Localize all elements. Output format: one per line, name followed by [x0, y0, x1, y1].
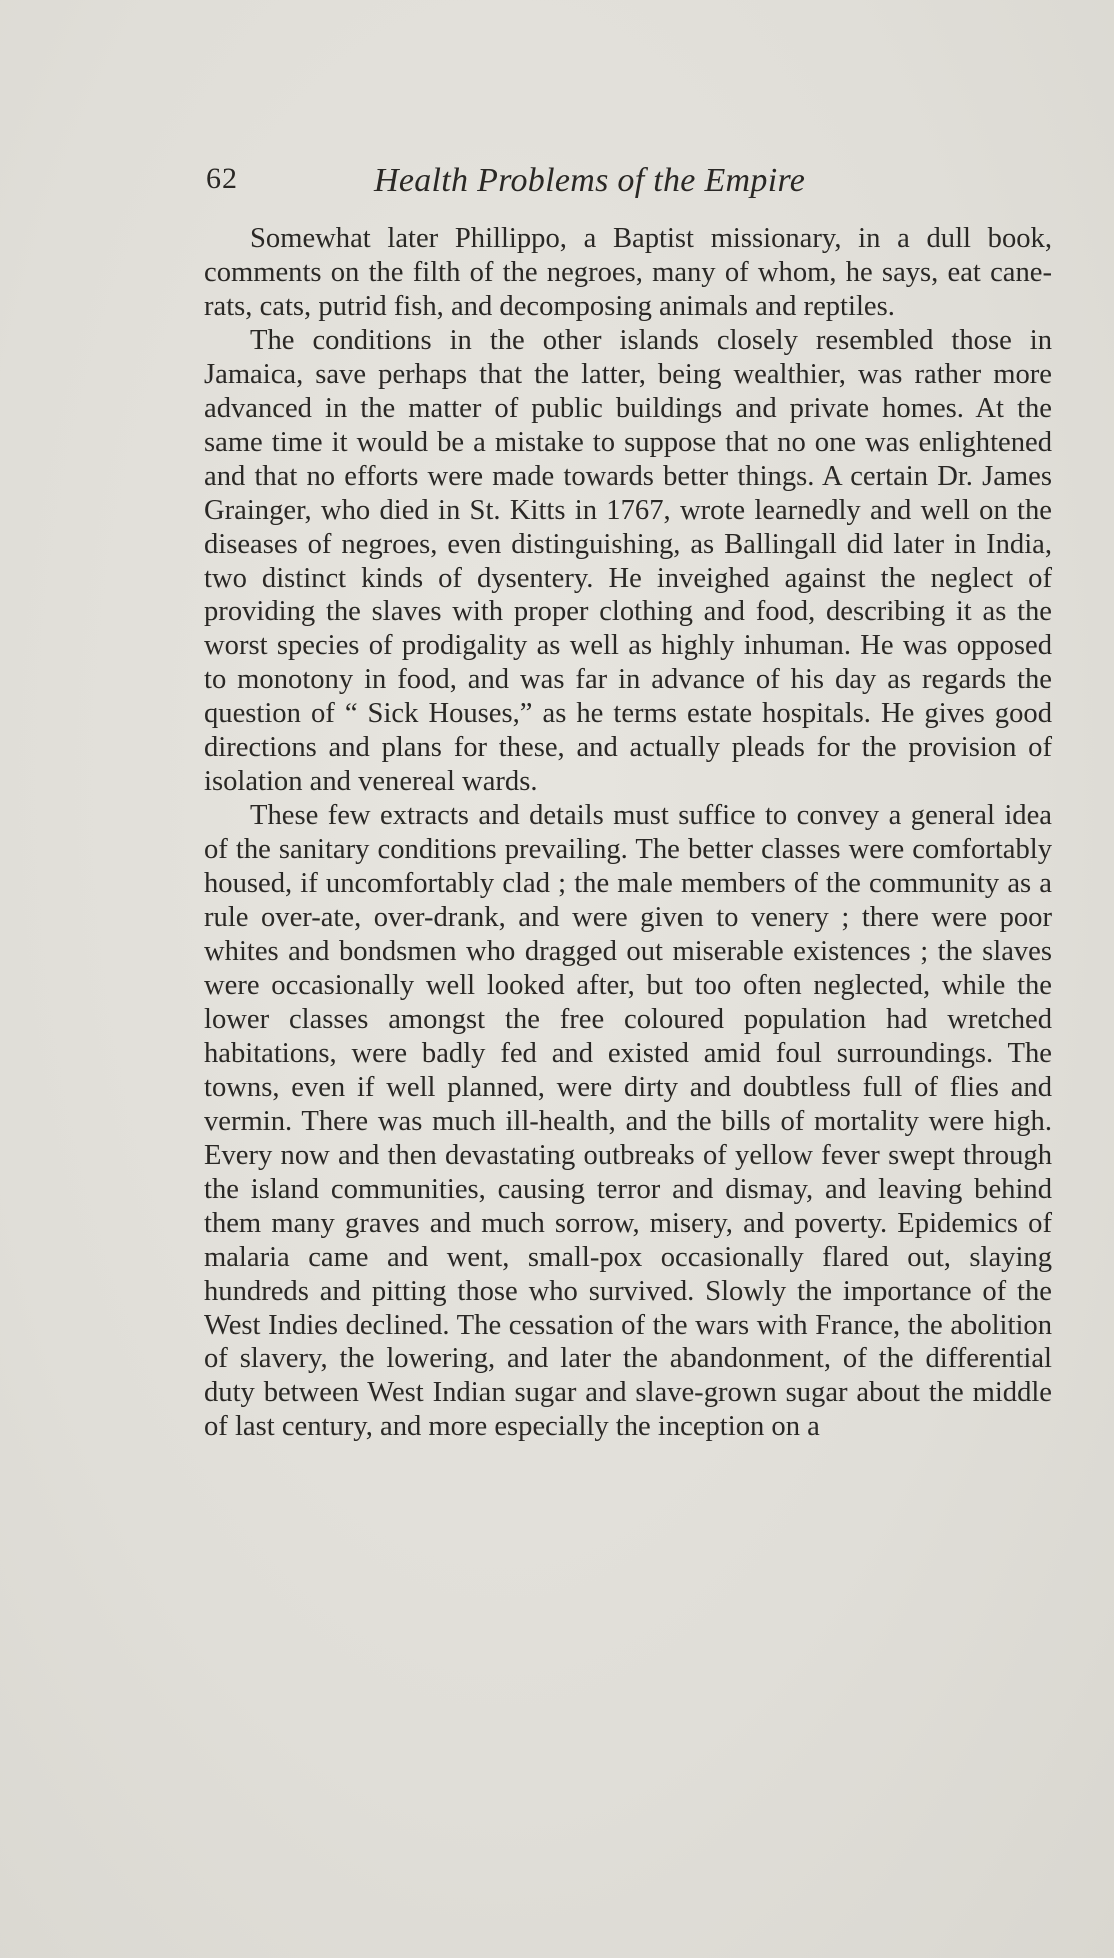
running-title: Health Problems of the Empire [374, 162, 806, 199]
page-number: 62 [206, 162, 238, 195]
paragraph-sanitary-conditions: These few extracts and details must suffice to convey a general idea of the sanitary conditions prevailing. The better classes were comfortably housed, if uncomfortably clad ; the male members of the community as a rule over-ate, over-drank, and were given to venery ; there were poor whites and bondsmen who dragged out miserable existences ; the slaves were occasionally well looked after, but too often neglected, while the lower classes amongst the free coloured population had wretched habitations, were badly fed and existed amid foul surroundings. The towns, even if well planned, were dirty and doubtless full of flies and vermin. There was much ill-health, and the bills of mortality were high. Every now and then devastating outbreaks of yellow fever swept through the island communities, causing terror and dismay, and leaving behind them many graves and much sorrow, misery, and poverty. Epidemics of malaria came and went, small-pox occasionally flared out, slaying hundreds and pitting those who survived. Slowly the importance of the West Indies declined. The cessation of the wars with France, the abolition of slavery, the lowering, and later the abandonment, of the differential duty between West Indian sugar and slave-grown sugar about the middle of last century, and more especially the inception on a [204, 800, 1052, 1443]
body-text [204, 222, 1052, 1444]
paragraph-phillippo: Somewhat later Phillippo, a Baptist missionary, in a dull book, comments on the filth of the negroes, many of whom, he says, eat cane-rats, cats, putrid fish, and decomposing animals and reptiles. [204, 223, 1052, 322]
paragraph-other-islands: The conditions in the other islands closely resembled those in Jamaica, save perhaps that the latter, being wealthier, was rather more advanced in the matter of public buildings and private homes. At the same time it would be a mistake to suppose that no one was enlightened and that no efforts were made towards better things. A certain Dr. James Grainger, who died in St. Kitts in 1767, wrote learnedly and well on the diseases of negroes, even distinguishing, as Ballingall did later in India, two distinct kinds of dysentery. He inveighed against the neglect of providing the slaves with proper clothing and food, describing it as the worst species of prodigality as well as highly inhuman. He was opposed to monotony in food, and was far in advance of his day as regards the question of “ Sick Houses,” as he terms estate hospitals. He gives good directions and plans for these, and actually pleads for the provision of isolation and venereal wards. [204, 324, 1052, 798]
page-header [206, 162, 1056, 212]
